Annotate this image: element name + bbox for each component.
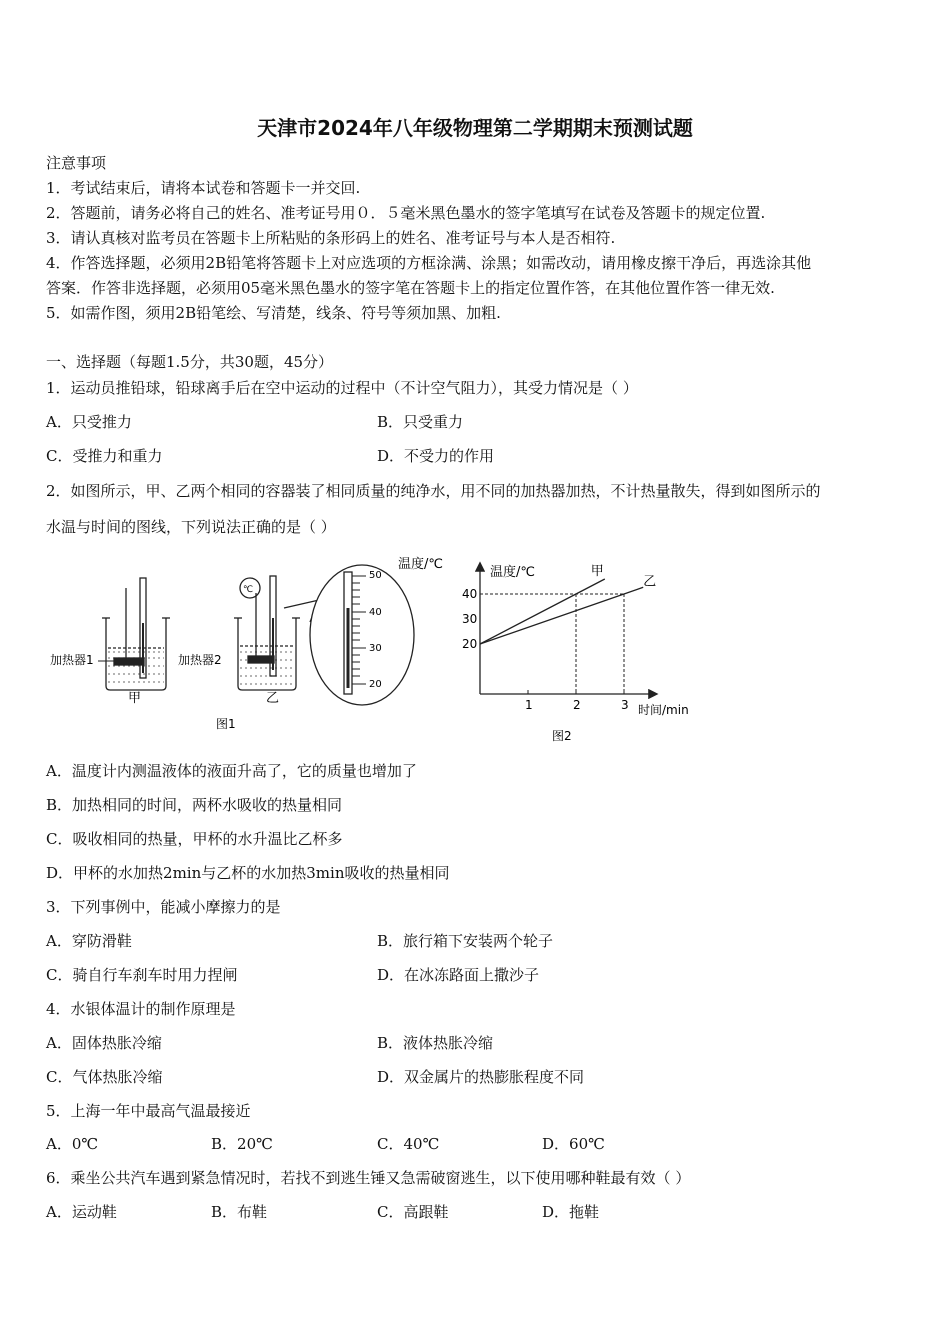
q4-option-b: B．液体热胀冷缩 <box>377 1034 494 1052</box>
question-2-stem-line2: 水温与时间的图线，下列说法正确的是（ ） <box>46 518 336 536</box>
figure-2-chart <box>460 556 710 746</box>
q2-option-c: C．吸收相同的热量，甲杯的水升温比乙杯多 <box>46 830 343 848</box>
notice-heading: 注意事项 <box>46 154 107 172</box>
page-title: 天津市2024年八年级物理第二学期期末预测试题 <box>257 116 693 140</box>
q3-option-d: D．在冰冻路面上撒沙子 <box>377 966 540 984</box>
question-6-stem: 6．乘坐公共汽车遇到紧急情况时，若找不到逃生锤又急需破窗逃生，以下使用哪种鞋最有效（ ） <box>46 1169 691 1187</box>
question-3-stem: 3．下列事例中，能减小摩擦力的是 <box>46 898 281 916</box>
x-axis-label: 时间/min <box>638 703 689 717</box>
q5-option-d: D．60℃ <box>542 1135 605 1153</box>
notice-item: 3．请认真核对监考员在答题卡上所粘贴的条形码上的姓名、准考证号与本人是否相符. <box>46 229 616 247</box>
notice-item: 答案．作答非选择题，必须用05毫米黑色墨水的签字笔在答题卡上的指定位置作答，在其他位置作答一律无效. <box>46 279 775 297</box>
temperature-unit-label: 温度/℃ <box>398 557 443 572</box>
heater-2-label: 加热器2 <box>178 653 222 667</box>
series-line-jia <box>480 579 605 644</box>
beaker-jia <box>102 578 170 690</box>
beaker-jia-label: 甲 <box>128 691 142 706</box>
scale-label: 50 <box>369 570 382 581</box>
q1-option-a: A．只受推力 <box>46 413 132 431</box>
q6-option-b: B．布鞋 <box>211 1203 268 1221</box>
y-tick-label: 40 <box>462 587 478 601</box>
y-axis-label: 温度/℃ <box>490 565 535 580</box>
q2-option-d: D．甲杯的水加热2min与乙杯的水加热3min吸收的热量相同 <box>46 864 450 882</box>
x-tick-label: 1 <box>525 698 533 712</box>
series-label-yi: 乙 <box>643 574 657 590</box>
celsius-symbol: ℃ <box>243 585 254 595</box>
q4-option-c: C．气体热胀冷缩 <box>46 1068 163 1086</box>
q6-option-c: C．高跟鞋 <box>377 1203 449 1221</box>
q6-option-a: A．运动鞋 <box>46 1203 117 1221</box>
question-5-stem: 5．上海一年中最高气温最接近 <box>46 1102 251 1120</box>
notice-item: 2．答题前，请务必将自己的姓名、准考证号用０．５毫米黑色墨水的签字笔填写在试卷及答题卡的规定位置. <box>46 204 766 222</box>
q1-option-c: C．受推力和重力 <box>46 447 163 465</box>
x-tick-label: 3 <box>621 698 629 712</box>
q6-option-d: D．拖鞋 <box>542 1203 600 1221</box>
scale-label: 30 <box>369 643 382 654</box>
y-tick-label: 20 <box>462 637 478 651</box>
x-tick-label: 2 <box>573 698 581 712</box>
notice-item: 4．作答选择题，必须用2B铅笔将答题卡上对应选项的方框涂满、涂黑；如需改动，请用橡皮擦干净后，再选涂其他 <box>46 254 812 272</box>
question-4-stem: 4．水银体温计的制作原理是 <box>46 1000 236 1018</box>
q2-option-a: A．温度计内测温液体的液面升高了，它的质量也增加了 <box>46 762 417 780</box>
q5-option-a: A．0℃ <box>46 1135 99 1153</box>
q5-option-c: C．40℃ <box>377 1135 440 1153</box>
beaker-yi-label: 乙 <box>266 691 280 706</box>
series-line-yi <box>480 587 643 644</box>
section-heading: 一、选择题（每题1.5分，共30题，45分） <box>46 353 334 371</box>
thermometer-magnifier <box>284 565 414 705</box>
question-1-stem: 1．运动员推铅球，铅球离手后在空中运动的过程中（不计空气阻力），其受力情况是（ ） <box>46 379 638 397</box>
figure-2-caption: 图2 <box>552 729 572 743</box>
q3-option-b: B．旅行箱下安装两个轮子 <box>377 932 554 950</box>
figure-1 <box>44 548 464 738</box>
q4-option-d: D．双金属片的热膨胀程度不同 <box>377 1068 585 1086</box>
heater-1-label: 加热器1 <box>50 653 94 667</box>
q3-option-a: A．穿防滑鞋 <box>46 932 132 950</box>
q2-option-b: B．加热相同的时间，两杯水吸收的热量相同 <box>46 796 343 814</box>
scale-label: 40 <box>369 607 382 618</box>
q4-option-a: A．固体热胀冷缩 <box>46 1034 162 1052</box>
notice-item: 1．考试结束后，请将本试卷和答题卡一并交回. <box>46 179 361 197</box>
series-label-jia: 甲 <box>590 564 604 579</box>
notice-item: 5．如需作图，须用2B铅笔绘、写清楚，线条、符号等须加黑、加粗. <box>46 304 501 322</box>
question-2-stem-line1: 2．如图所示，甲、乙两个相同的容器装了相同质量的纯净水，用不同的加热器加热，不计热量散失，得到如图所示的 <box>46 482 821 500</box>
figure-1-caption: 图1 <box>216 717 236 731</box>
q3-option-c: C．骑自行车刹车时用力捏闸 <box>46 966 238 984</box>
scale-label: 20 <box>369 679 382 690</box>
q1-option-d: D．不受力的作用 <box>377 447 495 465</box>
y-tick-label: 30 <box>462 612 478 626</box>
q5-option-b: B．20℃ <box>211 1135 273 1153</box>
q1-option-b: B．只受重力 <box>377 413 464 431</box>
